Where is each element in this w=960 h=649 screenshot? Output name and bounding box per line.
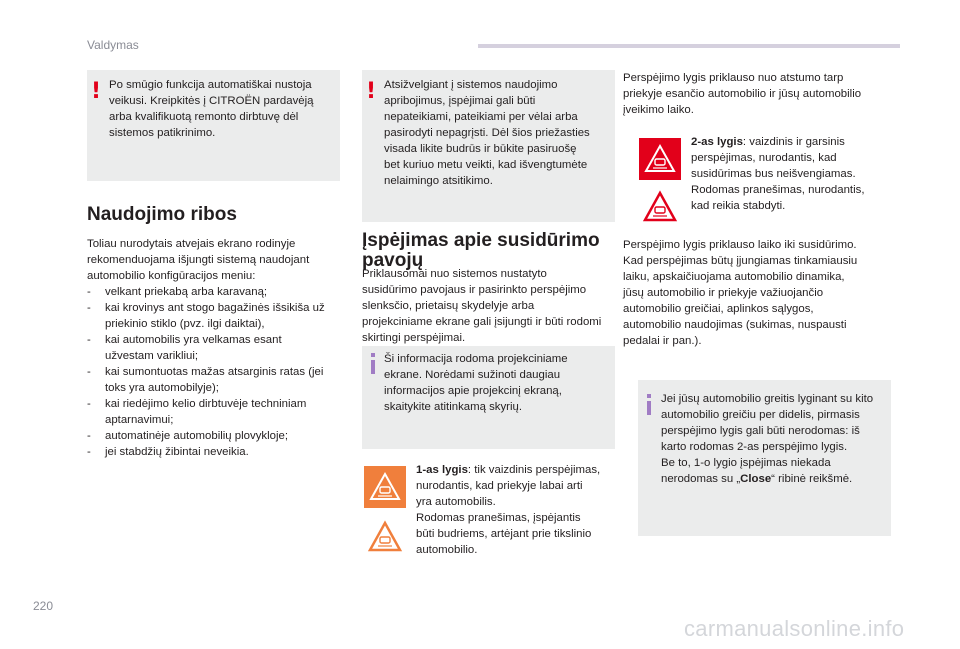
warning-box-impact xyxy=(87,70,340,181)
level2-description: 2-as lygis: vaizdinis ir garsinis perspėjimas, nurodantis, kad susidūrimas bus neišvengiamas. Rodomas pranešimas, nurodantis, kad reikia stabdyti. xyxy=(691,136,865,212)
info-text: Jei jūsų automobilio greitis lyginant su kito automobilio greičiu per didelis, pirmasis perspėjimo lygis gali būti nerodomas: iš karto rodomas 2-as perspėjimo lygis. Be to, 1-o lygio įspėjimas niekada nerodomas su „Close“ ribinė reikšmė. xyxy=(661,393,874,485)
section-header: Valdymas xyxy=(87,38,139,52)
right-body-text: Perspėjimo lygis priklauso laiko iki susidūrimo. Kad perspėjimas būtų įjungiamas tinkamiausiu laiku, apskaičiuojama automobilio dinamika, jūsų automobilio ir priekyje važiuojančio automobilio greičiai, aplinkos sąlygos, automobilio naudojimas (sukimas, nuspausti pedalai ir pan.). xyxy=(623,239,858,347)
warning-text: Atsižvelgiant į sistemos naudojimo apribojimus, įspėjimai gali būti nepateikiami, pateikiami per vėlai arba pasirodyti nepagrįsti. Dėl šios priežasties visada likite budrūs ir būkite pasiruošę bet kuriuo metu veikti, kad išvengtumėte nelaimingo atsitikimo. xyxy=(384,79,590,187)
info-icon xyxy=(371,360,375,374)
red-outline-collision-alert-icon xyxy=(639,186,681,228)
level1-description: 1-as lygis: tik vaizdinis perspėjimas, nurodantis, kad priekyje labai arti yra automobilis. Rodomas pranešimas, įspėjantis būti budriems, artėjant prie tikslinio automobilio. xyxy=(416,464,601,556)
list-item: - kai krovinys ant stogo bagažinės išsikiša už priekinio stiklo (pvz. ilgi daiktai), xyxy=(87,300,347,332)
warning-exclamation-icon: ! xyxy=(91,79,102,104)
level1-label: 1-as lygis xyxy=(416,464,468,476)
heading-usage-limits: Naudojimo ribos xyxy=(87,204,237,225)
usage-limits-list xyxy=(87,284,347,460)
list-item: - kai riedėjimo kelio dirbtuvėje techniniam aptarnavimui; xyxy=(87,396,347,428)
list-item: - velkant priekabą arba karavaną; xyxy=(87,284,347,300)
list-item: - kai sumontuotas mažas atsarginis ratas (jei toks yra automobilyje); xyxy=(87,364,347,396)
orange-collision-alert-icon xyxy=(364,466,406,508)
red-collision-alert-icon xyxy=(639,138,681,180)
list-item: - kai automobilis yra velkamas esant užvestam varikliui; xyxy=(87,332,347,364)
warning-exclamation-icon: ! xyxy=(366,79,377,104)
orange-outline-collision-alert-icon xyxy=(364,516,406,558)
usage-limits-text: Toliau nurodytais atvejais ekrano rodinyje rekomenduojama išjungti sistemą naudojant automobilio konfigūracijos meniu: - velkant priekabą arba karavaną; - kai krovinys ant stogo bagažinės išsikiša už priekinio stiklo (pvz. ilgi daiktai), - kai automobilis yra velkamas esant užvestam varikliui; - kai sumontuotas mažas atsarginis ratas (jei toks yra automobilyje); - kai riedėjimo kelio dirbtuvėje techniniam aptarnavimui; - automatinėje automobilių plovykloje; - jei stabdžių žibintai neveikia. xyxy=(87,236,347,460)
warning-box-limitations xyxy=(362,70,615,222)
info-box-speed xyxy=(638,380,891,536)
watermark: carmanualsonline.info xyxy=(684,616,905,641)
page-number: 220 xyxy=(33,599,54,613)
right-intro-text: Perspėjimo lygis priklauso nuo atstumo tarp priekyje esančio automobilio ir jūsų automobilio įveikimo laiko. xyxy=(623,72,862,116)
collision-warning-text: Priklausomai nuo sistemos nustatyto susidūrimo pavojaus ir pasirinkto perspėjimo slenksčio, prietaisų skydelyje arba projekciniame ekrane gali įsijungti ir būti rodomi skirtingi perspėjimai. xyxy=(362,268,602,344)
info-text: Ši informacija rodoma projekciniame ekrane. Norėdami sužinoti daugiau informacijos apie projekcinį ekraną, skaitykite atitinkamą skyrių. xyxy=(384,353,568,413)
header-divider xyxy=(478,44,900,48)
heading-collision-warning: Įspėjimas apie susidūrimo pavojų xyxy=(362,230,600,271)
info-box-head-up-display xyxy=(362,346,615,449)
level2-label: 2-as lygis xyxy=(691,136,743,148)
warning-text: Po smūgio funkcija automatiškai nustoja veikusi. Kreipkitės į CITROËN pardavėją arba kvalifikuotą remonto dirbtuvę dėl sistemos patikrinimo. xyxy=(109,79,314,139)
list-item: - jei stabdžių žibintai neveikia. xyxy=(87,444,347,460)
list-item: - automatinėje automobilių plovykloje; xyxy=(87,428,347,444)
info-icon xyxy=(647,401,651,415)
